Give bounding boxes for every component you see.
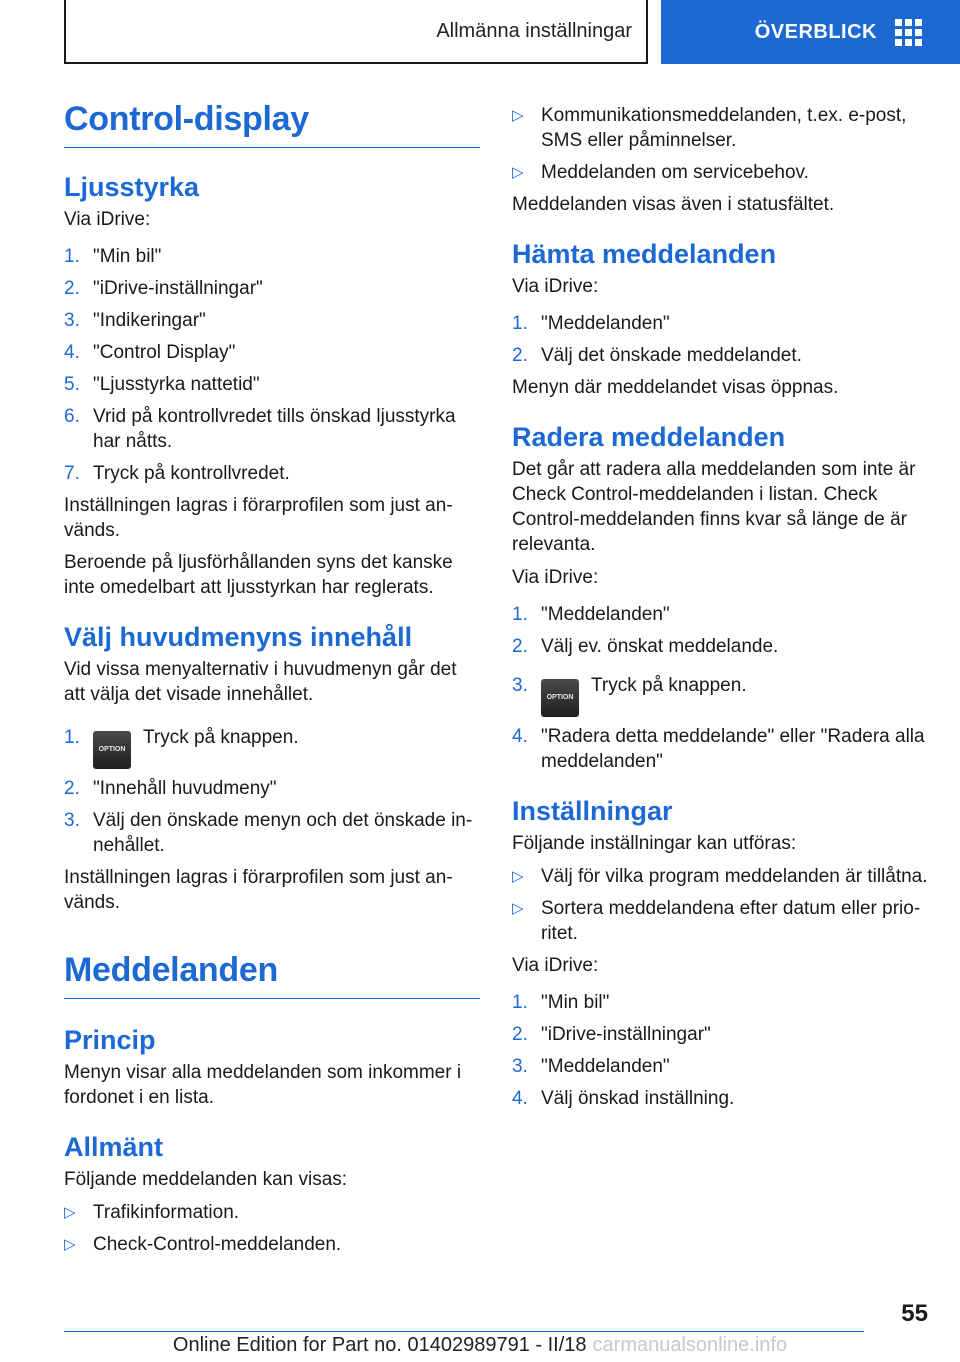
page-number: 55 (901, 1300, 928, 1327)
list-item: 1. "Meddelanden" (512, 313, 670, 334)
list-item: ▷ Kommunikationsmeddelanden, t.ex. e-post, SMS eller påminnelser. (512, 105, 907, 151)
brightness-steps (64, 244, 480, 486)
message-types-list (64, 1200, 480, 1257)
settings-steps (512, 990, 928, 1111)
fetch-steps (512, 311, 928, 368)
status-bar-note: Meddelanden visas även i statusfältet. (512, 194, 835, 215)
list-item: 2. "iDrive-inställningar" (512, 1024, 711, 1045)
watermark-text: carmanualsonline.info (592, 1334, 788, 1356)
saved-profile-note: Inställningen lagras i förarprofilen som just används. (64, 495, 453, 541)
saved-profile-note-2: Inställningen lagras i förarprofilen som just används. (64, 867, 453, 913)
list-item: 4. "Control Display" (64, 342, 236, 363)
main-menu-intro: Vid vissa menyalternativ i huvudmenyn går det att välja det visade innehållet. (64, 659, 457, 705)
list-item: 2. "Innehåll huvudmeny" (64, 778, 277, 799)
light-conditions-note: Beroende på ljusförhållanden syns det kanske inte omedelbart att ljusstyrkan har reglerats. (64, 552, 453, 598)
list-item: 3. "Meddelanden" (512, 1056, 670, 1077)
list-item: 2. Välj det önskade meddelandet. (512, 345, 802, 366)
heading-principle: Princip (64, 1025, 156, 1055)
list-item: 1. "Min bil" (64, 246, 162, 267)
list-item: 1. "Min bil" (512, 992, 610, 1013)
settings-list (512, 864, 928, 946)
heading-brightness: Ljusstyrka (64, 172, 200, 202)
heading-general: Allmänt (64, 1132, 164, 1162)
heading-control-display: Control-display (64, 100, 480, 148)
list-item: 2. "iDrive-inställningar" (64, 278, 263, 299)
footer-edition (0, 1334, 960, 1357)
option-button[interactable]: OPTION (541, 679, 579, 717)
heading-messages: Meddelanden (64, 951, 480, 999)
list-item: 2. Välj ev. önskat meddelande. (512, 636, 779, 657)
left-column (64, 100, 480, 1257)
edition-text: Online Edition for Part no. 01402989791 - II/18 (172, 1334, 587, 1356)
list-item: ▷ Välj för vilka program meddelanden är tillåtna. (512, 866, 928, 887)
via-idrive-label: Via iDrive: (64, 209, 151, 230)
menu-opens-note: Menyn där meddelandet visas öppnas. (512, 377, 839, 398)
list-item: 7. Tryck på kontrollvredet. (64, 463, 290, 484)
delete-steps (512, 602, 928, 774)
overview-tab[interactable] (661, 0, 960, 64)
overview-tab-label: ÖVERBLICK (754, 20, 877, 43)
list-item: ▷ Sortera meddelandena efter datum eller prioritet. (512, 898, 921, 944)
list-item: 4. "Radera detta meddelande" eller "Radera alla meddelanden" (512, 726, 925, 772)
main-menu-steps (64, 725, 480, 858)
footer-divider (64, 1331, 864, 1332)
list-item: 1. OPTIONTryck på knappen. (64, 725, 480, 769)
grid-icon (895, 19, 922, 46)
right-column (512, 103, 928, 1111)
list-item: 3. Välj den önskade menyn och det önskade innehållet. (64, 810, 473, 856)
settings-intro: Följande inställningar kan utföras: (512, 833, 797, 854)
list-item: 6. Vrid på kontrollvredet tills önskad ljusstyrka har nåtts. (64, 406, 456, 452)
via-idrive-label: Via iDrive: (512, 955, 599, 976)
header-section-box (64, 0, 648, 64)
message-types-list-cont (512, 103, 928, 185)
header-section-title: Allmänna inställningar (436, 19, 632, 42)
principle-text: Menyn visar alla meddelanden som inkommer i fordonet i en lista. (64, 1062, 462, 1108)
list-item: 5. "Ljusstyrka nattetid" (64, 374, 260, 395)
heading-settings: Inställningar (512, 796, 673, 826)
heading-fetch-messages: Hämta meddelanden (512, 239, 777, 269)
general-text: Följande meddelanden kan visas: (64, 1169, 348, 1190)
list-item: ▷ Trafikinformation. (64, 1202, 240, 1223)
list-item: 4. Välj önskad inställning. (512, 1088, 735, 1109)
list-item: ▷ Check-Control-meddelanden. (64, 1234, 342, 1255)
heading-delete-messages: Radera meddelanden (512, 422, 786, 452)
via-idrive-label: Via iDrive: (512, 567, 599, 588)
heading-main-menu-content: Välj huvudmenyns innehåll (64, 622, 413, 652)
via-idrive-label: Via iDrive: (512, 276, 599, 297)
list-item: 3. "Indikeringar" (64, 310, 206, 331)
option-button[interactable]: OPTION (93, 731, 131, 769)
delete-intro: Det går att radera alla meddelanden som inte är Check Control-meddelanden i listan. Check Control-meddelanden finns kvar så länge de är relevanta. (512, 459, 916, 555)
list-item: ▷ Meddelanden om servicebehov. (512, 162, 809, 183)
list-item: 3. OPTIONTryck på knappen. (512, 673, 928, 717)
list-item: 1. "Meddelanden" (512, 604, 670, 625)
